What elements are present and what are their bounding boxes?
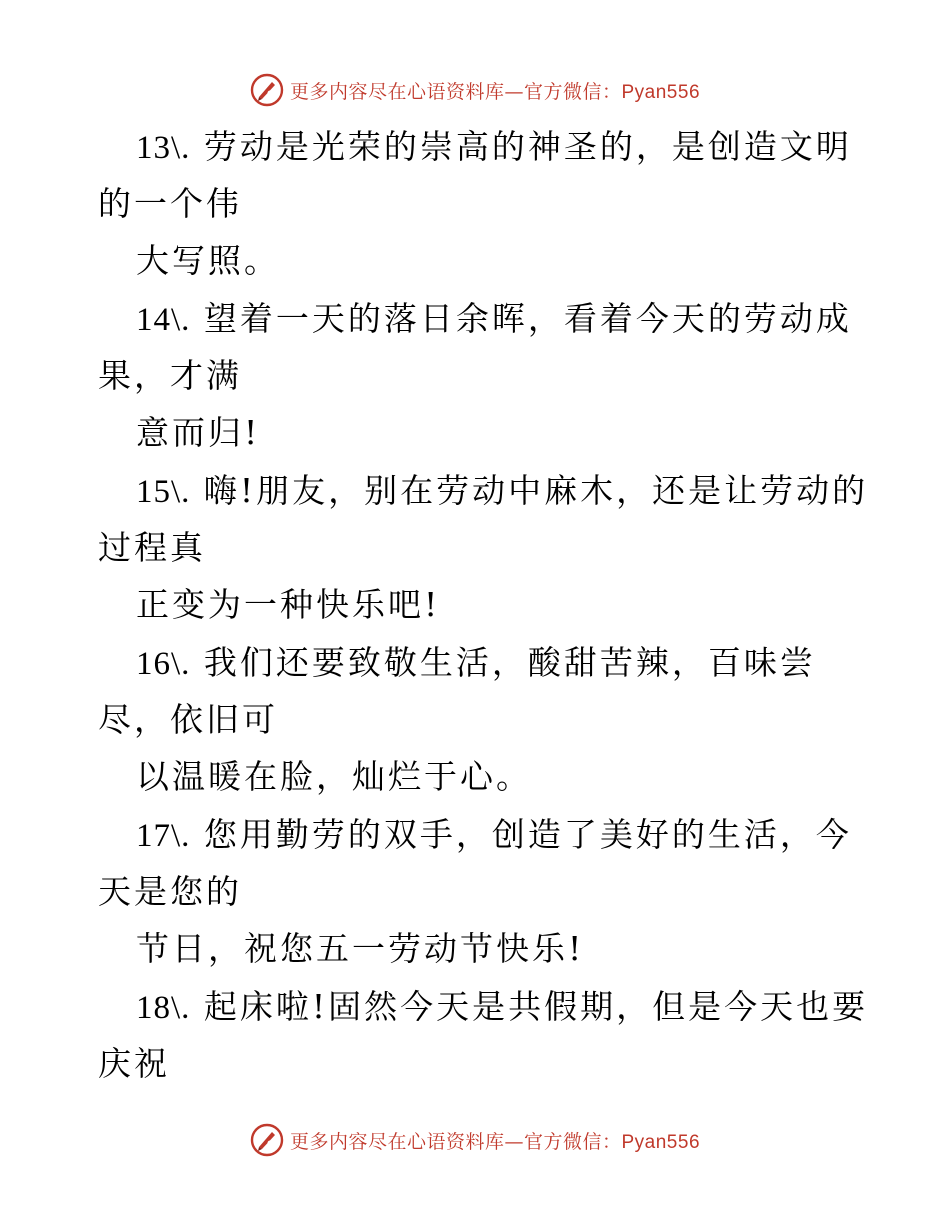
footer-wechat-id: Pyan556 <box>621 1131 701 1153</box>
entry-17-number: 17\. <box>136 818 191 854</box>
pen-logo-icon <box>250 73 284 107</box>
entry-13-text-1: 劳动是光荣的崇高的神圣的，是创造文明 <box>190 127 852 166</box>
entry-14-line-2: 果，才满 <box>98 356 242 395</box>
entry-15-text-1: 嗨!朋友，别在劳动中麻木，还是让劳动的 <box>190 471 869 510</box>
entry-18-text-1: 起床啦!固然今天是共假期，但是今天也要 <box>190 987 869 1026</box>
entry-18-number: 18\. <box>136 990 191 1026</box>
footer-banner-text: 更多内容尽在心语资料库—官方微信：Pyan556 <box>289 1130 701 1153</box>
entry-15-line-2: 过程真 <box>98 528 206 567</box>
entry-13-line-3: 大写照。 <box>136 241 280 280</box>
document-body <box>98 118 869 1092</box>
footer-banner <box>0 1120 950 1160</box>
entry-13-line-1 <box>98 118 858 176</box>
entry-17-line-3: 节日，祝您五一劳动节快乐! <box>136 929 585 968</box>
entry-13-number: 13\. <box>136 130 191 166</box>
entry-14-number: 14\. <box>136 302 191 338</box>
pen-logo-icon <box>250 1123 284 1157</box>
entry-18-line-2: 庆祝 <box>98 1044 170 1083</box>
entry-16-line-1 <box>98 634 858 692</box>
entry-17-line-2: 天是您的 <box>98 872 242 911</box>
entry-14-line-3: 意而归! <box>136 413 261 452</box>
entry-15-line-3: 正变为一种快乐吧! <box>136 585 441 624</box>
entry-16-line-2: 尽，依旧可 <box>98 700 278 739</box>
entry-16-text-1: 我们还要致敬生活，酸甜苦辣，百味尝 <box>190 643 816 682</box>
entry-14-line-1 <box>98 290 858 348</box>
entry-15-number: 15\. <box>136 474 191 510</box>
header-banner-text: 更多内容尽在心语资料库—官方微信：Pyan556 <box>289 80 701 103</box>
entry-13-line-2: 的一个伟 <box>98 184 242 223</box>
entry-16-line-3: 以温暖在脸，灿烂于心。 <box>136 757 532 796</box>
header-wechat-id: Pyan556 <box>621 81 701 103</box>
entry-17-line-1 <box>98 806 858 864</box>
entry-17-text-1: 您用勤劳的双手，创造了美好的生活，今 <box>190 815 852 854</box>
entry-15-line-1 <box>98 462 869 520</box>
entry-18-line-1 <box>98 978 869 1036</box>
entry-14-text-1: 望着一天的落日余晖，看着今天的劳动成 <box>190 299 852 338</box>
entry-16-number: 16\. <box>136 646 191 682</box>
header-banner <box>0 70 950 110</box>
